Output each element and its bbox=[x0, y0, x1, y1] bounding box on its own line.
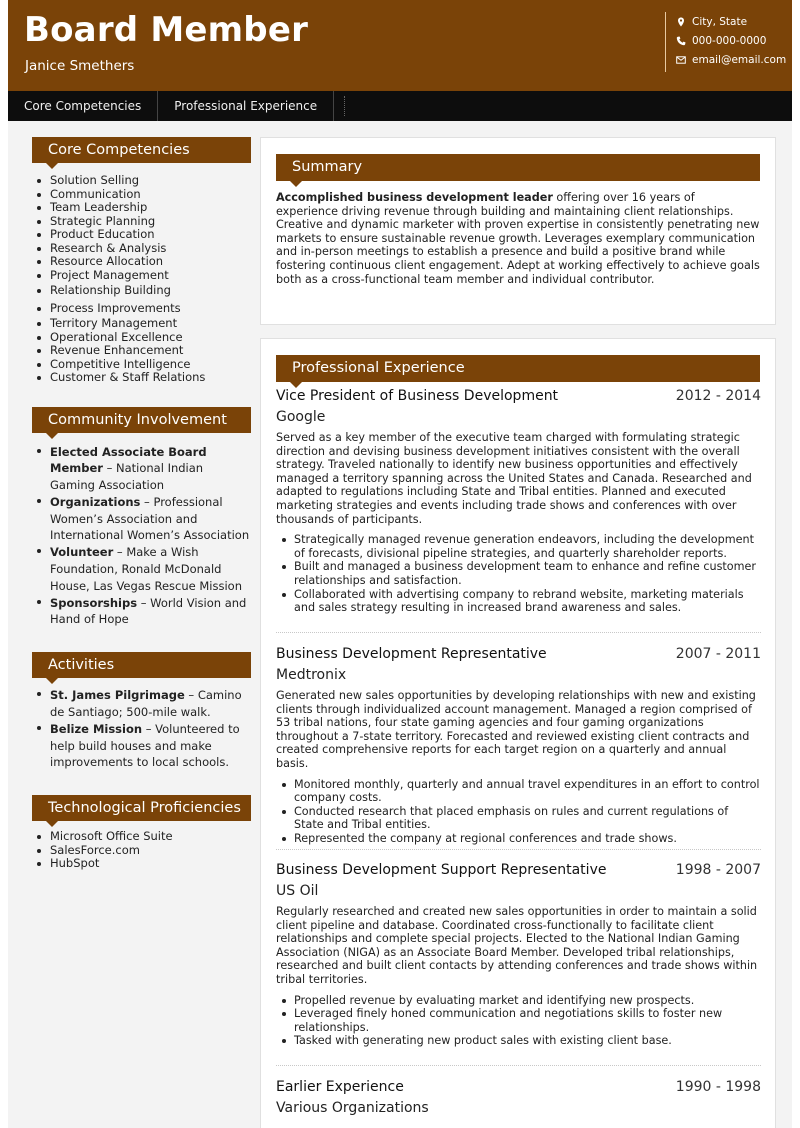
job-divider bbox=[276, 632, 761, 633]
job-divider bbox=[276, 849, 761, 850]
list-item: SalesForce.com bbox=[32, 844, 251, 858]
resume-title: Board Member bbox=[24, 10, 309, 50]
nav-divider bbox=[344, 96, 346, 116]
job-title: Business Development Representative bbox=[276, 646, 547, 662]
email-link[interactable]: email@email.com bbox=[692, 53, 787, 66]
job-entry bbox=[276, 388, 761, 615]
list-item: Represented the company at regional conferences and trade shows. bbox=[276, 832, 761, 846]
tab-professional-experience[interactable]: Professional Experience bbox=[158, 91, 334, 121]
job-bullets bbox=[276, 778, 761, 846]
list-item: Monitored monthly, quarterly and annual travel expenditures in an effort to control company costs. bbox=[276, 778, 761, 805]
list-item: Conducted research that placed emphasis on rules and current regulations of State and Tribal entities. bbox=[276, 805, 761, 832]
phone-icon bbox=[676, 36, 686, 46]
summary-text: Accomplished business development leader offering over 16 years of experience driving revenue through building and maintaining client relationships. Creative and dynamic marketer with proven expertise in consistently penetrating new markets to ensure sustainable revenue growth. Leverages exemplary communication and in-person meetings to establish a presence and build a positive brand while fostering continuous client engagement. Adept at working effectively to achieve goals both as a cross-functional team member and individual contributor. bbox=[276, 191, 760, 286]
community-involvement-list bbox=[32, 444, 251, 629]
job-description: Served as a key member of the executive team charged with formulating strategic direction and devising business development initiatives consistent with the overall strategy. Traveled nationally to identify new business opportunities and effectively managed a territory spanning across the United States and Canada. Researched and adapted to regulations including State and Tribal entities. Planned and executed marketing strategies and events including trade shows and conferences with over thousands of participants. bbox=[276, 431, 752, 526]
list-item: HubSpot bbox=[32, 857, 251, 871]
list-item: Tasked with generating new product sales with existing client base. bbox=[276, 1034, 761, 1048]
core-competencies-heading: Core Competencies bbox=[32, 137, 251, 163]
contact-location bbox=[676, 12, 786, 31]
job-bullets bbox=[276, 994, 761, 1048]
summary-heading: Summary bbox=[276, 154, 760, 181]
location-pin-icon bbox=[676, 17, 686, 27]
contact-email[interactable] bbox=[676, 50, 786, 69]
phone-text: 000-000-0000 bbox=[692, 34, 767, 47]
list-item: Elected Associate Board Member – National Indian Gaming Association bbox=[32, 444, 251, 494]
list-item: Process Improvements bbox=[32, 302, 251, 316]
job-entry bbox=[276, 1079, 761, 1120]
tab-core-competencies[interactable]: Core Competencies bbox=[8, 91, 158, 121]
contact-phone bbox=[676, 31, 786, 50]
list-item: Belize Mission – Volunteered to help build houses and make improvements to local schools. bbox=[32, 721, 251, 771]
job-title: Business Development Support Representative bbox=[276, 862, 607, 878]
core-competencies-list-2 bbox=[32, 302, 251, 385]
job-entry bbox=[276, 646, 761, 846]
job-company: Various Organizations bbox=[276, 1100, 429, 1116]
section-nav bbox=[8, 91, 792, 121]
list-item: Relationship Building bbox=[32, 284, 251, 298]
list-item: Strategically managed revenue generation endeavors, including the development of forecasts, divisional pipeline strategies, and quarterly shareholder reports. bbox=[276, 533, 761, 560]
contact-info bbox=[665, 12, 786, 72]
job-entry bbox=[276, 862, 761, 1048]
list-item: Team Leadership bbox=[32, 201, 251, 215]
job-years: 2007 - 2011 bbox=[675, 646, 761, 662]
list-item: Built and managed a business development team to enhance and refine customer relationships and satisfaction. bbox=[276, 560, 761, 587]
list-item: Microsoft Office Suite bbox=[32, 830, 251, 844]
resume-header bbox=[8, 0, 792, 91]
envelope-icon bbox=[676, 55, 686, 65]
candidate-name: Janice Smethers bbox=[25, 58, 135, 74]
list-item: Strategic Planning bbox=[32, 215, 251, 229]
job-company: US Oil bbox=[276, 883, 319, 899]
list-item: Leveraged finely honed communication and negotiations skills to foster new relationships. bbox=[276, 1007, 761, 1034]
location-text: City, State bbox=[692, 15, 748, 28]
summary-card bbox=[260, 137, 776, 325]
list-item: Sponsorships – World Vision and Hand of Hope bbox=[32, 595, 251, 629]
experience-card bbox=[260, 338, 776, 1128]
job-description: Generated new sales opportunities by developing relationships with new and existing clients through individualized account management. Managed a region comprised of 53 tribal nations, four state gaming agencies and four gaming organizations throughout a 7-state territory. Forecasted and reviewed existing client contracts and created comprehensive reports for each target region on a quarterly and annual basis. bbox=[276, 689, 756, 770]
job-bullets bbox=[276, 533, 761, 615]
resume-body bbox=[8, 121, 792, 1128]
list-item: Resource Allocation bbox=[32, 255, 251, 269]
list-item: Volunteer – Make a Wish Foundation, Ronald McDonald House, Las Vegas Rescue Mission bbox=[32, 544, 251, 594]
activities-heading: Activities bbox=[32, 652, 251, 678]
list-item: Collaborated with advertising company to rebrand website, marketing materials and sales strategy resulting in increased brand awareness and sales. bbox=[276, 588, 761, 615]
list-item: Revenue Enhancement bbox=[32, 344, 251, 358]
tech-proficiencies-heading: Technological Proficiencies bbox=[32, 795, 251, 821]
job-divider bbox=[276, 1065, 761, 1066]
job-years: 2012 - 2014 bbox=[675, 388, 761, 404]
list-item: Propelled revenue by evaluating market and identifying new prospects. bbox=[276, 994, 761, 1008]
experience-heading: Professional Experience bbox=[276, 355, 760, 382]
core-competencies-list bbox=[32, 174, 251, 298]
list-item: St. James Pilgrimage – Camino de Santiago; 500-mile walk. bbox=[32, 687, 251, 721]
job-years: 1998 - 2007 bbox=[675, 862, 761, 878]
list-item: Solution Selling bbox=[32, 174, 251, 188]
job-title: Earlier Experience bbox=[276, 1079, 404, 1095]
activities-list bbox=[32, 687, 251, 771]
job-description: Regularly researched and created new sales opportunities in order to maintain a solid client pipeline and database. Coordinated cross-functionally to facilitate client relationships and complete special projects. Elected to the National Indian Gaming Association (NIGA) as an Associate Board Member. Developed tribal relationships, researched and built client contacts by attending conferences and trade shows within tribal territories. bbox=[276, 905, 758, 986]
list-item: Project Management bbox=[32, 269, 251, 283]
sidebar bbox=[32, 137, 251, 871]
list-item: Product Education bbox=[32, 228, 251, 242]
list-item: Competitive Intelligence bbox=[32, 358, 251, 372]
list-item: Research & Analysis bbox=[32, 242, 251, 256]
community-involvement-heading: Community Involvement bbox=[32, 407, 251, 433]
tech-proficiencies-list bbox=[32, 830, 251, 871]
job-years: 1990 - 1998 bbox=[675, 1079, 761, 1095]
job-company: Medtronix bbox=[276, 667, 347, 683]
list-item: Territory Management bbox=[32, 317, 251, 331]
list-item: Organizations – Professional Women’s Association and International Women’s Association bbox=[32, 494, 251, 544]
job-title: Vice President of Business Development bbox=[276, 388, 559, 404]
list-item: Customer & Staff Relations bbox=[32, 371, 251, 385]
job-company: Google bbox=[276, 409, 326, 425]
summary-lead: Accomplished business development leader bbox=[276, 191, 553, 204]
list-item: Operational Excellence bbox=[32, 331, 251, 345]
list-item: Communication bbox=[32, 188, 251, 202]
